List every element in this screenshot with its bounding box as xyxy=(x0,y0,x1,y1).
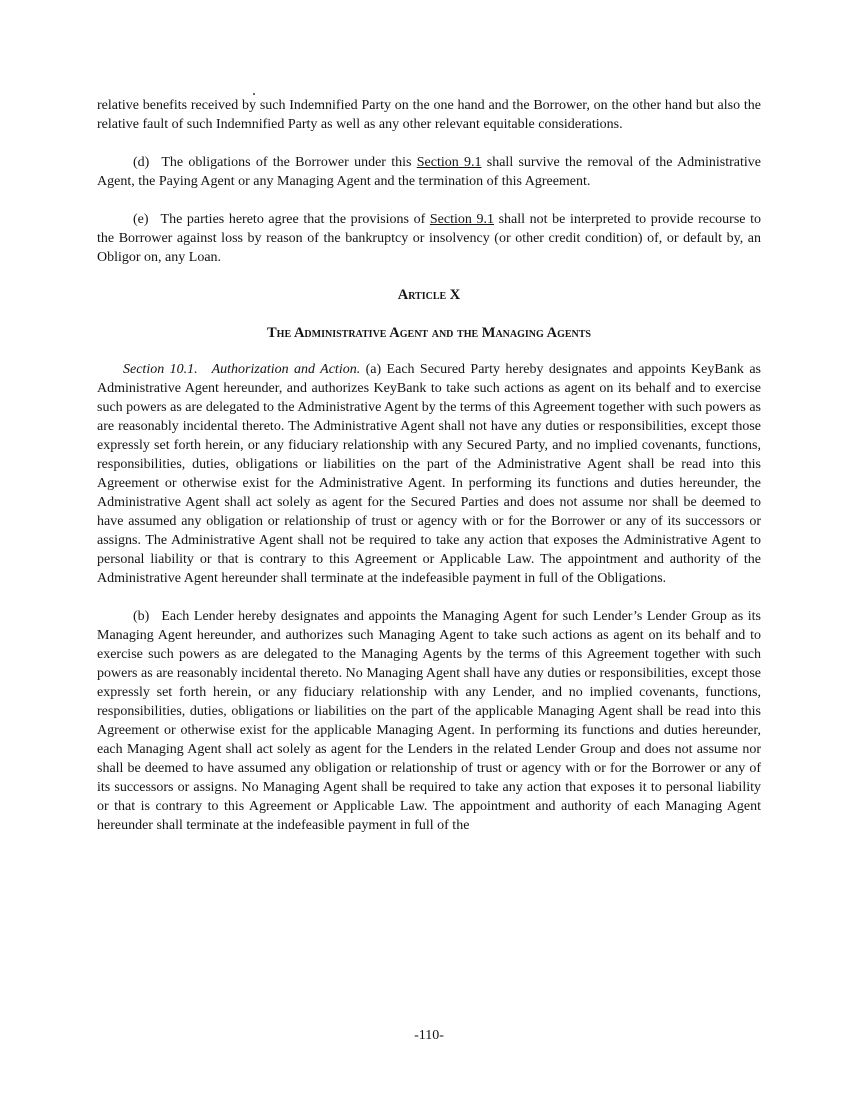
paragraph-text: The obligations of the Borrower under this Section 9.1 shall survive the removal of the Administrative Agent, the Paying Agent or any Managing Agent and the termination of this Agreement. xyxy=(97,155,761,189)
paragraph-text: The parties hereto agree that the provisions of Section 9.1 shall not be interpreted to provide recourse to the Borrower against loss by reason of the bankruptcy or insolvency (or other credit condition) of, or default by, an Obligor on, any Loan. xyxy=(97,212,762,265)
paragraph-text: Each Lender hereby designates and appoints the Managing Agent for such Lender’s Lender Group as its Managing Agent hereunder, and authorizes such Managing Agent to take such actions as agent on its behalf and to exercise such powers as are delegated to the Managing Agents by the terms of this Agreement together with such powers as are reasonably incidental thereto. No Managing Agent shall have any duties or responsibilities, except those expressly set forth herein, or any fiduciary relationship with any Lender, and no implied covenants, functions, responsibilities, duties, obligations or liabilities on the part of the applicable Managing Agent shall be read into this Agreement or otherwise exist for the applicable Managing Agent. In performing its functions and duties hereunder, each Managing Agent shall act solely as agent for the Lenders in the related Lender Group and does not assume nor shall be deemed to have assumed any obligation or relationship of trust or agency with or for the Borrower or any of its successors or assigns. No Managing Agent shall be required to take any action that exposes it to personal liability or that is contrary to this Agreement or Applicable Law. The appointment and authority of each Managing Agent hereunder shall terminate at the indefeasible payment in full of the xyxy=(97,609,761,833)
scan-artifact-dot xyxy=(253,93,255,95)
paragraph-d xyxy=(97,153,761,191)
page-content xyxy=(97,96,761,854)
page-number: -110- xyxy=(414,1028,444,1043)
section-10-1-label: Section 10.1. xyxy=(123,362,198,377)
paragraph-b xyxy=(97,607,761,835)
article-heading: Article X xyxy=(397,287,461,303)
paragraph-continuation xyxy=(97,96,761,134)
paragraph-section-10-1 xyxy=(97,360,761,588)
paragraph-d-label: (d) xyxy=(133,155,150,170)
paragraph-b-label: (b) xyxy=(133,609,150,624)
paragraph-text: relative benefits received by such Indemnified Party on the one hand and the Borrower, on the other hand but also the relative fault of such Indemnified Party as well as any other relevant equitable considerations. xyxy=(97,98,761,132)
article-subheading: The Administrative Agent and the Managing Agents xyxy=(267,325,591,341)
paragraph-e-label: (e) xyxy=(133,212,149,227)
paragraph-text: Authorization and Action. (a) Each Secured Party hereby designates and appoints KeyBank as Administrative Agent hereunder, and authorizes KeyBank to take such actions as agent on its behalf and to exercise such powers as are delegated to the Administrative Agent by the terms of this Agreement together with such powers as are reasonably incidental thereto. The Administrative Agent shall not have any duties or responsibilities, except those expressly set forth herein, or any fiduciary relationship with any Secured Party, and no implied covenants, functions, responsibilities, duties, obligations or liabilities on the part of the Administrative Agent shall be read into this Agreement or otherwise exist for the Administrative Agent. In performing its functions and duties hereunder, the Administrative Agent shall act solely as agent for the Secured Parties and does not assume nor shall be deemed to have assumed any obligation or relationship of trust or agency with or for the Borrower or any of its successors or assigns. The Administrative Agent shall not be required to take any action that exposes the Administrative Agent to personal liability or that is contrary to this Agreement or Applicable Law. The appointment and authority of the Administrative Agent hereunder shall terminate at the indefeasible payment in full of the Obligations. xyxy=(97,362,761,586)
paragraph-e xyxy=(97,210,761,267)
